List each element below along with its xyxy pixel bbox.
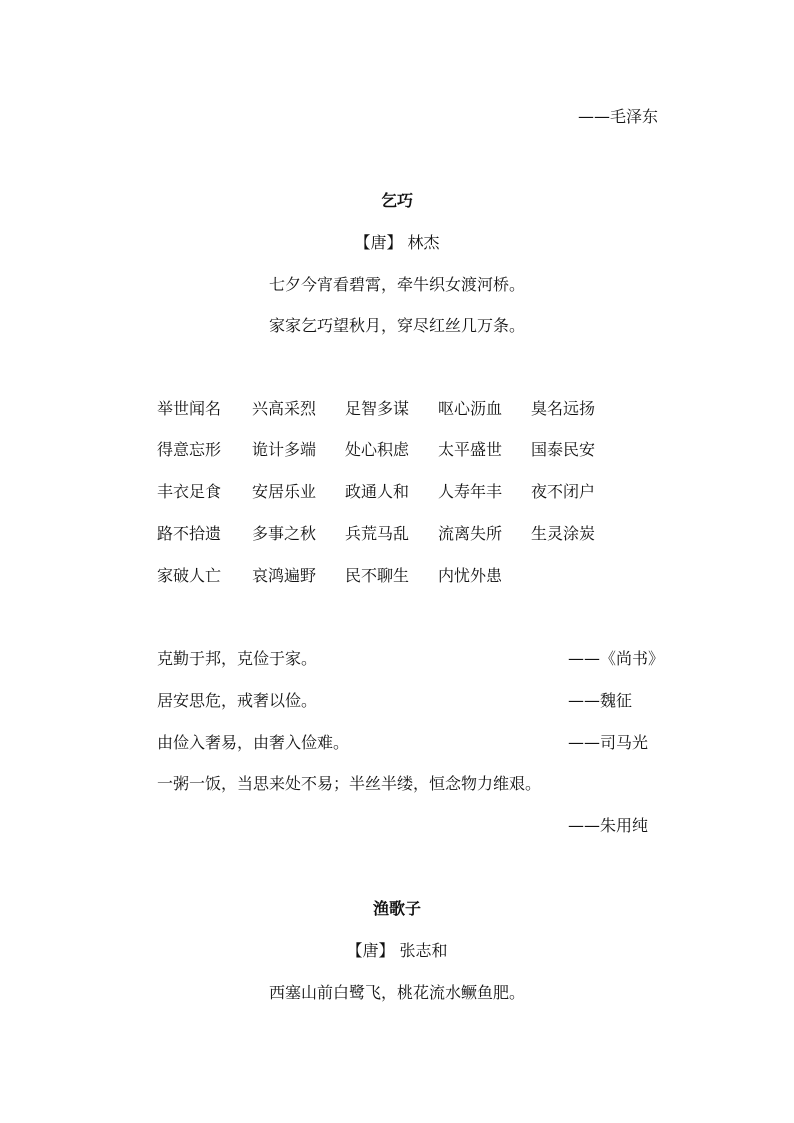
idiom: 生灵涂炭 bbox=[531, 524, 596, 543]
quote-source: ——《尚书》 bbox=[568, 649, 665, 668]
idiom: 路不拾遗 bbox=[157, 524, 222, 543]
idiom: 足智多谋 bbox=[345, 399, 410, 418]
quote-text: 居安思危，戒奢以俭。 bbox=[157, 691, 318, 710]
idiom: 人寿年丰 bbox=[438, 482, 503, 501]
poem1-title: 乞巧 bbox=[380, 191, 413, 210]
poem1-line: 七夕今宵看碧霄，牵牛织女渡河桥。 bbox=[268, 275, 525, 294]
idiom: 呕心沥血 bbox=[438, 399, 503, 418]
idiom: 哀鸿遍野 bbox=[252, 566, 317, 585]
idiom: 处心积虑 bbox=[345, 440, 410, 459]
quote-text: 克勤于邦，克俭于家。 bbox=[157, 649, 318, 668]
idiom: 内忧外患 bbox=[438, 566, 503, 585]
idiom: 流离失所 bbox=[438, 524, 503, 543]
idiom: 臭名远扬 bbox=[531, 399, 596, 418]
idiom: 得意忘形 bbox=[157, 440, 222, 459]
idiom: 安居乐业 bbox=[252, 482, 317, 501]
idiom: 兵荒马乱 bbox=[345, 524, 410, 543]
idiom: 举世闻名 bbox=[157, 399, 222, 418]
idiom: 国泰民安 bbox=[531, 440, 596, 459]
idiom: 诡计多端 bbox=[252, 440, 317, 459]
idiom: 民不聊生 bbox=[345, 566, 410, 585]
long-quote-source: ——朱用纯 bbox=[568, 816, 649, 835]
idiom: 兴高采烈 bbox=[252, 399, 317, 418]
quote-source: ——魏征 bbox=[568, 691, 633, 710]
poem2-line: 西塞山前白鹭飞，桃花流水鳜鱼肥。 bbox=[268, 983, 525, 1002]
idiom: 多事之秋 bbox=[252, 524, 317, 543]
quote-text: 由俭入奢易，由奢入俭难。 bbox=[157, 733, 350, 752]
idiom: 丰衣足食 bbox=[157, 482, 222, 501]
poem1-line: 家家乞巧望秋月，穿尽红丝几万条。 bbox=[268, 316, 525, 335]
long-quote-text: 一粥一饭，当思来处不易；半丝半缕，恒念物力维艰。 bbox=[157, 774, 542, 793]
quote-source: ——司马光 bbox=[568, 733, 649, 752]
idiom: 政通人和 bbox=[345, 482, 410, 501]
top-attribution: ——毛泽东 bbox=[578, 107, 659, 126]
idiom: 夜不闭户 bbox=[531, 482, 596, 501]
idiom: 家破人亡 bbox=[157, 566, 222, 585]
poem1-author: 【唐】 林杰 bbox=[354, 233, 440, 252]
poem2-title: 渔歌子 bbox=[372, 899, 421, 918]
poem2-author: 【唐】 张志和 bbox=[346, 941, 448, 960]
idiom: 太平盛世 bbox=[438, 440, 503, 459]
